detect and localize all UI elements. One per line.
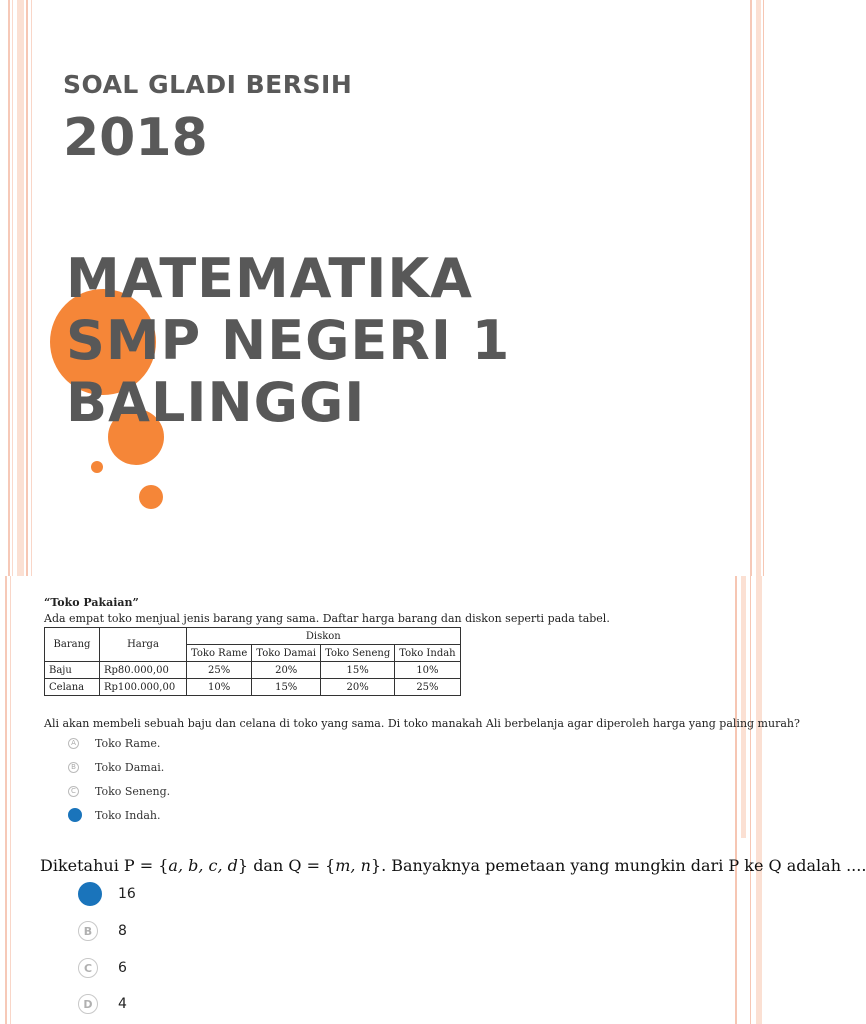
table-cell: Rp100.000,00 <box>100 679 187 696</box>
decorative-stripe <box>756 0 761 576</box>
table-header: Diskon <box>187 628 461 645</box>
option-label: Toko Indah. <box>95 808 161 822</box>
table-row <box>45 662 461 679</box>
table-header: Toko Seneng <box>321 645 395 662</box>
decorative-stripe <box>756 576 762 1024</box>
option-label: 6 <box>118 960 127 976</box>
option-radio-d[interactable]: D <box>78 994 98 1014</box>
answer-option-c[interactable] <box>68 784 170 798</box>
decorative-circle <box>139 485 163 509</box>
decorative-stripe <box>17 0 24 576</box>
table-cell: 10% <box>187 679 252 696</box>
option-radio-b[interactable]: B <box>78 921 98 941</box>
decorative-stripe <box>741 576 746 838</box>
slide-title-line: MATEMATIKA <box>66 247 473 310</box>
table-header: Barang <box>45 628 100 662</box>
table-cell: Rp80.000,00 <box>100 662 187 679</box>
question-text-part: m, n <box>335 856 371 875</box>
decorative-stripe <box>763 0 764 576</box>
table-cell: 25% <box>395 679 460 696</box>
option-radio-c[interactable]: C <box>78 958 98 978</box>
decorative-stripe <box>26 0 28 576</box>
decorative-stripe <box>750 0 752 576</box>
table-cell: 15% <box>321 662 395 679</box>
answer-option-d[interactable] <box>78 992 127 1016</box>
decorative-circle <box>91 461 103 473</box>
question-text: Ali akan membeli sebuah baju dan celana di toko yang sama. Di toko manakah Ali berbelanja agar diperoleh harga yang paling murah? <box>44 717 800 730</box>
answer-option-c[interactable] <box>78 956 127 980</box>
decorative-stripe <box>10 576 11 1024</box>
table-header: Toko Indah <box>395 645 460 662</box>
table-row <box>45 679 461 696</box>
option-label: 8 <box>118 923 127 939</box>
slide-year: 2018 <box>63 108 208 168</box>
question-text-part: a, b, c, d <box>168 856 238 875</box>
table-cell: 15% <box>252 679 321 696</box>
table-cell: 20% <box>252 662 321 679</box>
question-text-part: Diketahui P = { <box>40 856 169 875</box>
answer-option-a[interactable] <box>68 736 160 750</box>
option-radio-c[interactable]: C <box>68 786 79 797</box>
question-text <box>40 856 866 875</box>
option-radio-d-selected[interactable] <box>68 808 82 822</box>
option-radio-b[interactable]: B <box>68 762 79 773</box>
question-intro: Ada empat toko menjual jenis barang yang sama. Daftar harga barang dan diskon seperti pada tabel. <box>44 612 610 625</box>
table-cell: Celana <box>45 679 100 696</box>
answer-option-a[interactable] <box>78 882 136 906</box>
slide-title <box>66 248 510 434</box>
table-cell: Baju <box>45 662 100 679</box>
option-label: Toko Damai. <box>95 760 165 774</box>
table-cell: 10% <box>395 662 460 679</box>
slide-title-line: BALINGGI <box>66 371 366 434</box>
option-label: 16 <box>118 886 136 902</box>
option-label: Toko Seneng. <box>95 784 171 798</box>
table-cell: 20% <box>321 679 395 696</box>
question-slide <box>0 576 866 1024</box>
decorative-stripe <box>5 576 7 1024</box>
question-title: “Toko Pakaian” <box>44 596 139 609</box>
decorative-stripe <box>31 0 32 576</box>
decorative-stripe <box>735 576 737 1024</box>
option-label: 4 <box>118 996 127 1012</box>
decorative-stripe <box>12 0 13 576</box>
table-header: Toko Rame <box>187 645 252 662</box>
option-radio-a-selected[interactable] <box>78 882 102 906</box>
question-text-part: } dan Q = { <box>237 856 336 875</box>
price-table <box>44 627 461 696</box>
option-label: Toko Rame. <box>95 736 161 750</box>
option-radio-a[interactable]: A <box>68 738 79 749</box>
slide-title-line: SMP NEGERI 1 <box>66 309 511 372</box>
title-slide <box>0 0 768 576</box>
question-text-part: }. Banyaknya pemetaan yang mungkin dari P ke Q adalah .... <box>370 856 866 875</box>
slide-subtitle: SOAL GLADI BERSIH <box>63 70 353 99</box>
answer-option-b[interactable] <box>78 919 127 943</box>
decorative-stripe <box>8 0 10 576</box>
table-header: Harga <box>100 628 187 662</box>
table-cell: 25% <box>187 662 252 679</box>
answer-option-d[interactable] <box>68 808 161 822</box>
answer-option-b[interactable] <box>68 760 164 774</box>
decorative-stripe <box>750 576 751 1024</box>
table-header: Toko Damai <box>252 645 321 662</box>
